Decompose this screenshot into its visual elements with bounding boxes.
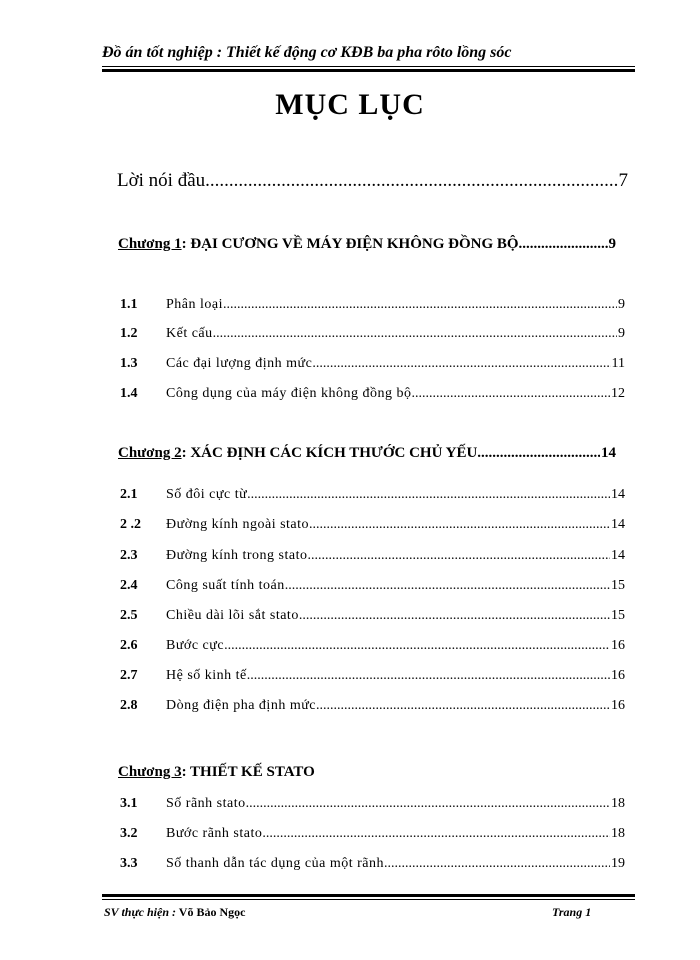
toc-chapter-label: Chương 1 xyxy=(118,236,182,252)
toc-section-2-2 xyxy=(120,517,625,533)
toc-section-label: Số đôi cực từ xyxy=(166,487,248,502)
toc-preface-page: 7 xyxy=(618,170,628,191)
document-header-title: Đồ án tốt nghiệp : Thiết kế động cơ KĐB ba pha rôto lồng sóc xyxy=(102,44,512,61)
toc-section-2-4 xyxy=(120,578,625,594)
toc-leader-dots xyxy=(247,668,610,684)
toc-section-page: 14 xyxy=(611,517,625,532)
toc-section-number: 1.3 xyxy=(120,356,138,371)
toc-section-2-7 xyxy=(120,668,625,684)
toc-section-2-8 xyxy=(120,698,625,714)
toc-leader-dots xyxy=(262,826,610,842)
toc-preface-label: Lời nói đầu xyxy=(117,170,206,191)
toc-section-number: 3.3 xyxy=(120,856,138,871)
toc-section-3-1 xyxy=(120,796,625,812)
header-rule-thick xyxy=(102,69,635,72)
toc-section-label: Dòng điện pha định mức xyxy=(166,698,317,713)
toc-section-page: 19 xyxy=(611,856,625,871)
toc-section-number: 3.1 xyxy=(120,796,138,811)
toc-section-number: 2.6 xyxy=(120,638,138,653)
toc-section-2-5 xyxy=(120,608,625,624)
toc-section-label: Công suất tính toán xyxy=(166,578,285,593)
footer-page-label: Trang 1 xyxy=(552,905,592,919)
toc-section-1-1 xyxy=(120,297,625,313)
toc-leader-dots xyxy=(247,487,610,503)
toc-leader-dots xyxy=(224,638,610,654)
toc-leader-dots xyxy=(205,170,617,192)
toc-section-page: 9 xyxy=(618,297,625,312)
toc-leader-dots xyxy=(307,548,610,564)
footer-author-label: SV thực hiện : xyxy=(104,905,176,919)
toc-section-1-2 xyxy=(120,326,625,342)
toc-section-label: Bước cực xyxy=(166,638,225,653)
toc-section-page: 14 xyxy=(611,548,625,563)
footer-author xyxy=(104,905,245,920)
header-rule-thin xyxy=(102,66,635,67)
toc-leader-dots xyxy=(285,578,610,594)
toc-section-label: Đường kính trong stato xyxy=(166,548,308,563)
toc-section-label: Phân loại xyxy=(166,297,223,312)
toc-section-number: 1.1 xyxy=(120,297,138,312)
toc-leader-dots xyxy=(384,856,610,872)
toc-leader-dots xyxy=(223,297,617,313)
toc-chapter-title: : THIẾT KẾ STATO xyxy=(181,764,315,780)
toc-leader-dots xyxy=(213,326,617,342)
toc-section-number: 1.4 xyxy=(120,386,138,401)
toc-section-number: 2.5 xyxy=(120,608,138,623)
toc-leader-dots xyxy=(299,608,610,624)
toc-section-1-4 xyxy=(120,386,625,402)
toc-section-page: 18 xyxy=(611,826,625,841)
toc-chapter-title: : XÁC ĐỊNH CÁC KÍCH THƯỚC CHỦ YẾU xyxy=(181,445,478,461)
toc-chapter-1 xyxy=(118,236,616,253)
toc-section-number: 2.8 xyxy=(120,698,138,713)
toc-section-number: 2.7 xyxy=(120,668,138,683)
toc-section-1-3 xyxy=(120,356,625,372)
footer-rule-thick xyxy=(102,894,635,897)
toc-section-3-2 xyxy=(120,826,625,842)
toc-section-number: 2.4 xyxy=(120,578,138,593)
toc-leader-dots xyxy=(477,445,600,462)
toc-section-page: 12 xyxy=(611,386,625,401)
toc-section-page: 16 xyxy=(611,638,625,653)
toc-section-label: Hệ số kinh tế xyxy=(166,668,247,683)
toc-chapter-page: 14 xyxy=(601,445,616,461)
footer-rule-thin xyxy=(102,899,635,900)
toc-section-page: 9 xyxy=(618,326,625,341)
toc-section-label: Chiều dài lõi sắt stato xyxy=(166,608,299,623)
toc-leader-dots xyxy=(309,517,610,533)
toc-section-page: 11 xyxy=(611,356,625,371)
toc-leader-dots xyxy=(411,386,610,402)
toc-chapter-3 xyxy=(118,764,616,781)
toc-section-label: Số rãnh stato xyxy=(166,796,246,811)
toc-section-number: 2 .2 xyxy=(120,517,141,532)
toc-leader-dots xyxy=(246,796,610,812)
toc-section-2-3 xyxy=(120,548,625,564)
toc-section-page: 15 xyxy=(611,578,625,593)
toc-chapter-2 xyxy=(118,445,616,462)
toc-leader-dots xyxy=(316,698,610,714)
toc-section-number: 2.3 xyxy=(120,548,138,563)
toc-section-page: 16 xyxy=(611,698,625,713)
toc-section-page: 14 xyxy=(611,487,625,502)
toc-section-label: Bước rãnh stato xyxy=(166,826,263,841)
toc-chapter-title: : ĐẠI CƯƠNG VỀ MÁY ĐIỆN KHÔNG ĐỒNG BỘ xyxy=(181,236,519,252)
toc-section-page: 16 xyxy=(611,668,625,683)
toc-chapter-page: 9 xyxy=(608,236,616,252)
toc-chapter-label: Chương 3 xyxy=(118,764,182,780)
page-title: MỤC LỤC xyxy=(275,88,425,121)
toc-section-number: 2.1 xyxy=(120,487,138,502)
toc-section-label: Số thanh dẫn tác dụng của một rãnh xyxy=(166,856,385,871)
toc-section-number: 1.2 xyxy=(120,326,138,341)
toc-section-label: Kết cấu xyxy=(166,326,213,341)
toc-leader-dots xyxy=(519,236,608,253)
toc-section-label: Công dụng của máy điện không đồng bộ xyxy=(166,386,412,401)
toc-section-2-6 xyxy=(120,638,625,654)
toc-section-3-3 xyxy=(120,856,625,872)
toc-leader-dots xyxy=(312,356,610,372)
footer-author-name: Võ Bảo Ngọc xyxy=(178,905,246,919)
toc-section-label: Các đại lượng định mức xyxy=(166,356,313,371)
toc-chapter-label: Chương 2 xyxy=(118,445,182,461)
toc-preface-entry xyxy=(117,170,628,192)
toc-section-page: 18 xyxy=(611,796,625,811)
toc-section-page: 15 xyxy=(611,608,625,623)
toc-section-label: Đường kính ngoài stato xyxy=(166,517,310,532)
toc-section-2-1 xyxy=(120,487,625,503)
toc-section-number: 3.2 xyxy=(120,826,138,841)
